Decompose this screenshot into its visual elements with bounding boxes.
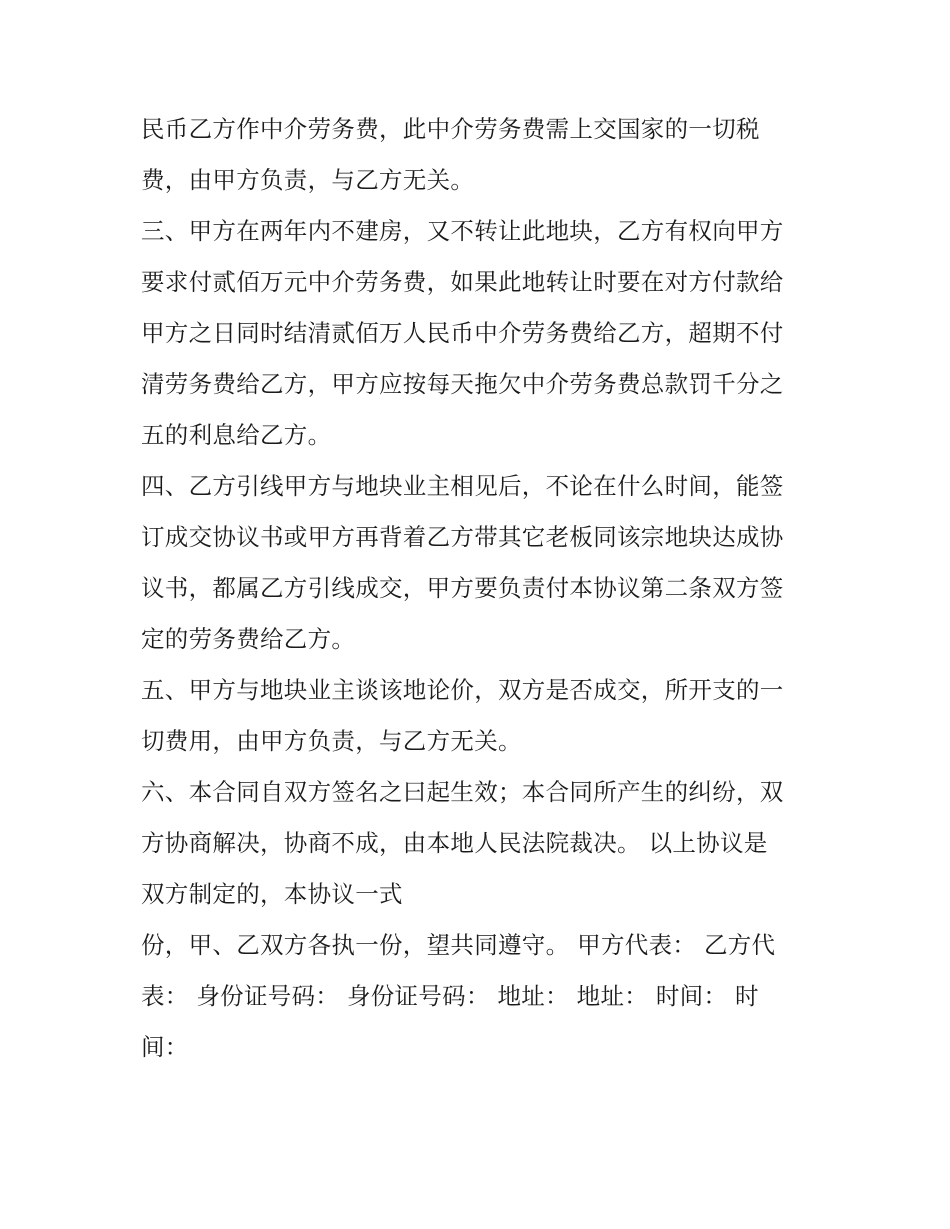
- text-line: 甲方之日同时结清贰佰万人民币中介劳务费给乙方，超期不付: [141, 319, 784, 347]
- text-line: 切费用，由甲方负责，与乙方无关。: [141, 727, 522, 755]
- text-line: 定的劳务费给乙方。: [141, 625, 356, 653]
- text-line: 费，由甲方负责，与乙方无关。: [141, 166, 475, 194]
- text-line: 三、甲方在两年内不建房，又不转让此地块，乙方有权向甲方: [141, 217, 784, 245]
- text-line: 六、本合同自双方签名之曰起生效；本合同所产生的纠纷，双: [141, 778, 784, 806]
- text-line: 订成交协议书或甲方再背着乙方带其它老板同该宗地块达成协: [141, 523, 784, 551]
- text-line: 表： 身份证号码： 身份证号码： 地址： 地址： 时间： 时: [141, 982, 759, 1010]
- text-line: 五的利息给乙方。: [141, 421, 332, 449]
- text-line: 民币乙方作中介劳务费，此中介劳务费需上交国家的一切税: [141, 115, 760, 143]
- contract-text: [141, 104, 831, 1073]
- text-line: 要求付贰佰万元中介劳务费，如果此地转让时要在对方付款给: [141, 268, 784, 296]
- text-line: 方协商解决，协商不成，由本地人民法院裁决。 以上协议是: [141, 829, 768, 857]
- text-line: 议书，都属乙方引线成交，甲方要负责付本协议第二条双方签: [141, 574, 784, 602]
- text-line: 份，甲、乙双方各执一份，望共同遵守。 甲方代表： 乙方代: [141, 931, 776, 959]
- text-line: 双方制定的，本协议一式: [141, 880, 403, 908]
- text-line: 间：: [141, 1033, 189, 1061]
- text-line: 清劳务费给乙方，甲方应按每天拖欠中介劳务费总款罚千分之: [141, 370, 784, 398]
- text-line: 五、甲方与地块业主谈该地论价，双方是否成交，所开支的一: [141, 676, 784, 704]
- text-line: 四、乙方引线甲方与地块业主相见后，不论在什么时间，能签: [141, 472, 784, 500]
